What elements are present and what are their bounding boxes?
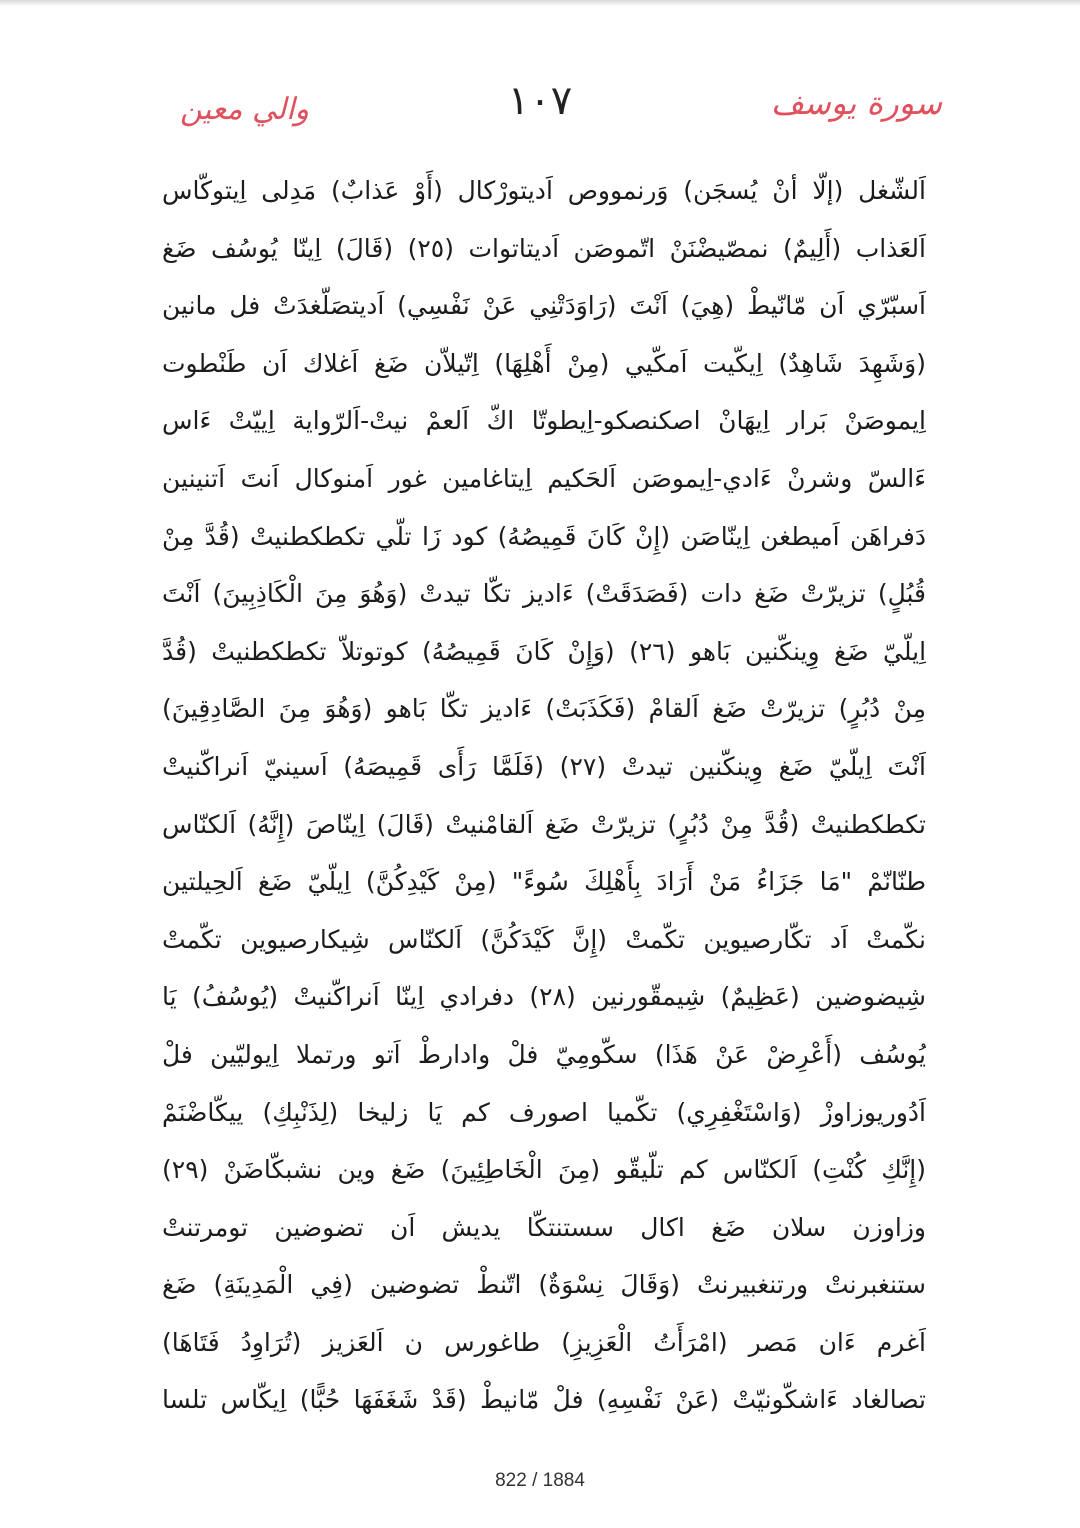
text-line: مِنْ دُبُرٍ) تزيرّتْ ضَغ اَلقامْ (فَكَذَبَتْ) ءَاديز تكّا بَاهو (وَهُوَ مِنَ الصَّادِقِينَ)	[162, 694, 926, 724]
text-line: اَلعَذاب (أَلِيمٌ) نمصّيضْنَنْ اتّموصَن اَديتاتوات (٢٥) (قَالَ) اِينّا يُوسُف ضَغ	[162, 233, 926, 263]
page-indicator: 822 / 1884	[495, 1470, 585, 1491]
text-line: وزاوزن سلان ضَغ اكال سستنتكّا يديش اَن تضوضين تومرتنتْ	[162, 1212, 926, 1242]
text-line: دَفراهَن اَميطغن اِينّاصَن (إِنْ كَانَ قَمِيصُهُ) كود زَا تلّي تكطكطنيتْ (قُدَّ مِنْ	[162, 521, 926, 551]
text-line: (وَشَهِدَ شَاهِدٌ) اِيكّيت اَمكّيي (مِنْ أَهْلِهَا) اِتّيلاّن ضَغ اَغلاك اَن طَنْطوت	[162, 348, 926, 378]
text-line: طنّانّمْ "مَا جَزَاءُ مَنْ أَرَادَ بِأَهْلِكَ سُوءً" (مِنْ كَيْدِكُنَّ) اِيلّيّ ضَغ اَلحِيلتين	[162, 867, 926, 897]
text-line: اَنْتَ اِيلّيّ ضَغ وِينكّنين تيدتْ (٢٧) (فَلَمَّا رَأَى قَمِيصَهُ) اَسينيّ اَنراكّنيتْ	[162, 751, 926, 781]
text-line: شِيضوضين (عَظِيمٌ) شِيمقّورنين (٢٨) دفرادي اِينّا اَنراكّنيتْ (يُوسُفُ) يَا	[162, 982, 926, 1012]
text-line: ءَالسّ وشرنْ ءَادي-اِيموصَن اَلحَكيم اِيتاغامين غور اَمنوكال اَنتَ اَتنينين	[162, 463, 926, 493]
text-line: قُبُلٍ) تزيرّتْ ضَغ دات (فَصَدَقَتْ) ءَاديز تكّا تيدتْ (وَهُوَ مِنَ الْكَاذِبِينَ) اَنْتَ	[162, 579, 926, 609]
text-line: اَسبّرّي اَن مّانّيطْ (هِيَ) اَنْتَ (رَاوَدَتْنِي عَنْ نَفْسِي) اَديتصَلّغدَتْ فل مانين	[162, 291, 926, 321]
text-line: نكّمتْ اَد تكّارصيوين تكّمتْ (إِنَّ كَيْدَكُنَّ) اَلكنّاس شِيكارصيوين تكّمتْ	[162, 924, 926, 954]
text-line: تصالغاد ءَاشكّونيّتْ (عَنْ نَفْسِهِ) فلْ مّانيطْ (قَدْ شَغَفَهَا حُبًّا) اِيكّاس تلسا	[162, 1385, 926, 1415]
text-line: يُوسُف (أَعْرِضْ عَنْ هَذَا) سكّومِيّ فلْ وادارطْ اَتو ورتملا اِيوليّين فلْ	[162, 1039, 926, 1069]
page-number: ١٠٧	[507, 78, 573, 124]
text-line: اَلشّغل (إلّا أنْ يُسجَن) وَرنمووص اَديتورْكال (أَوْ عَذابٌ) مَدِلى اِيتوكّاس	[162, 176, 926, 205]
text-line: اِيلّيّ ضَغ وِينكّنين بَاهو (٢٦) (وَإِنْ كَانَ قَمِيصُهُ) كوتوتلاّ تكطكطنيتْ (قُدَّ	[162, 636, 926, 666]
text-line: اَغرم ءَان مَصر (امْرَأَتُ الْعَزِيزِ) طاغورس ن اَلعَزيز (تُرَاوِدُ فَتَاهَا)	[162, 1327, 926, 1357]
top-border	[0, 0, 1080, 6]
text-line: تكطكطنيتْ (قُدَّ مِنْ دُبُرٍ) تزيرّتْ ضَغ اَلقامْنيتْ (قَالَ) اِينّاصَ (إِنَّهُ) اَلكنّاس	[162, 809, 926, 839]
text-line: اِيموصَنْ بَرار اِيهَانْ اصكنصكو-اِيطوتّا اكّ اَلعمْ نيتْ-اَلرّواية اِييّتْ ءَاس	[162, 406, 926, 436]
surah-title: سورة يوسف	[770, 84, 942, 122]
text-line: اَدُوريوزاوزْ (وَاسْتَغْفِرِي) تكّميا اصورف كم يَا زليخا (لِذَنْبِكِ) ييكّاضْنَمْ	[162, 1097, 926, 1127]
body-text	[162, 162, 926, 1429]
author-note: والي معين	[180, 92, 309, 127]
text-line: ستنغبرنتْ ورتنغبيرنتْ (وَقَالَ نِسْوَةٌ) اتّنطْ تضوضين (فِي الْمَدِينَةِ) ضَغ	[162, 1270, 926, 1300]
text-line: (إِنَّكِ كُنْتِ) اَلكنّاس كم تلّيقّو (مِنَ الْخَاطِئِينَ) ضَغ وين نشبكّاضَنْ (٢٩)	[162, 1155, 926, 1185]
